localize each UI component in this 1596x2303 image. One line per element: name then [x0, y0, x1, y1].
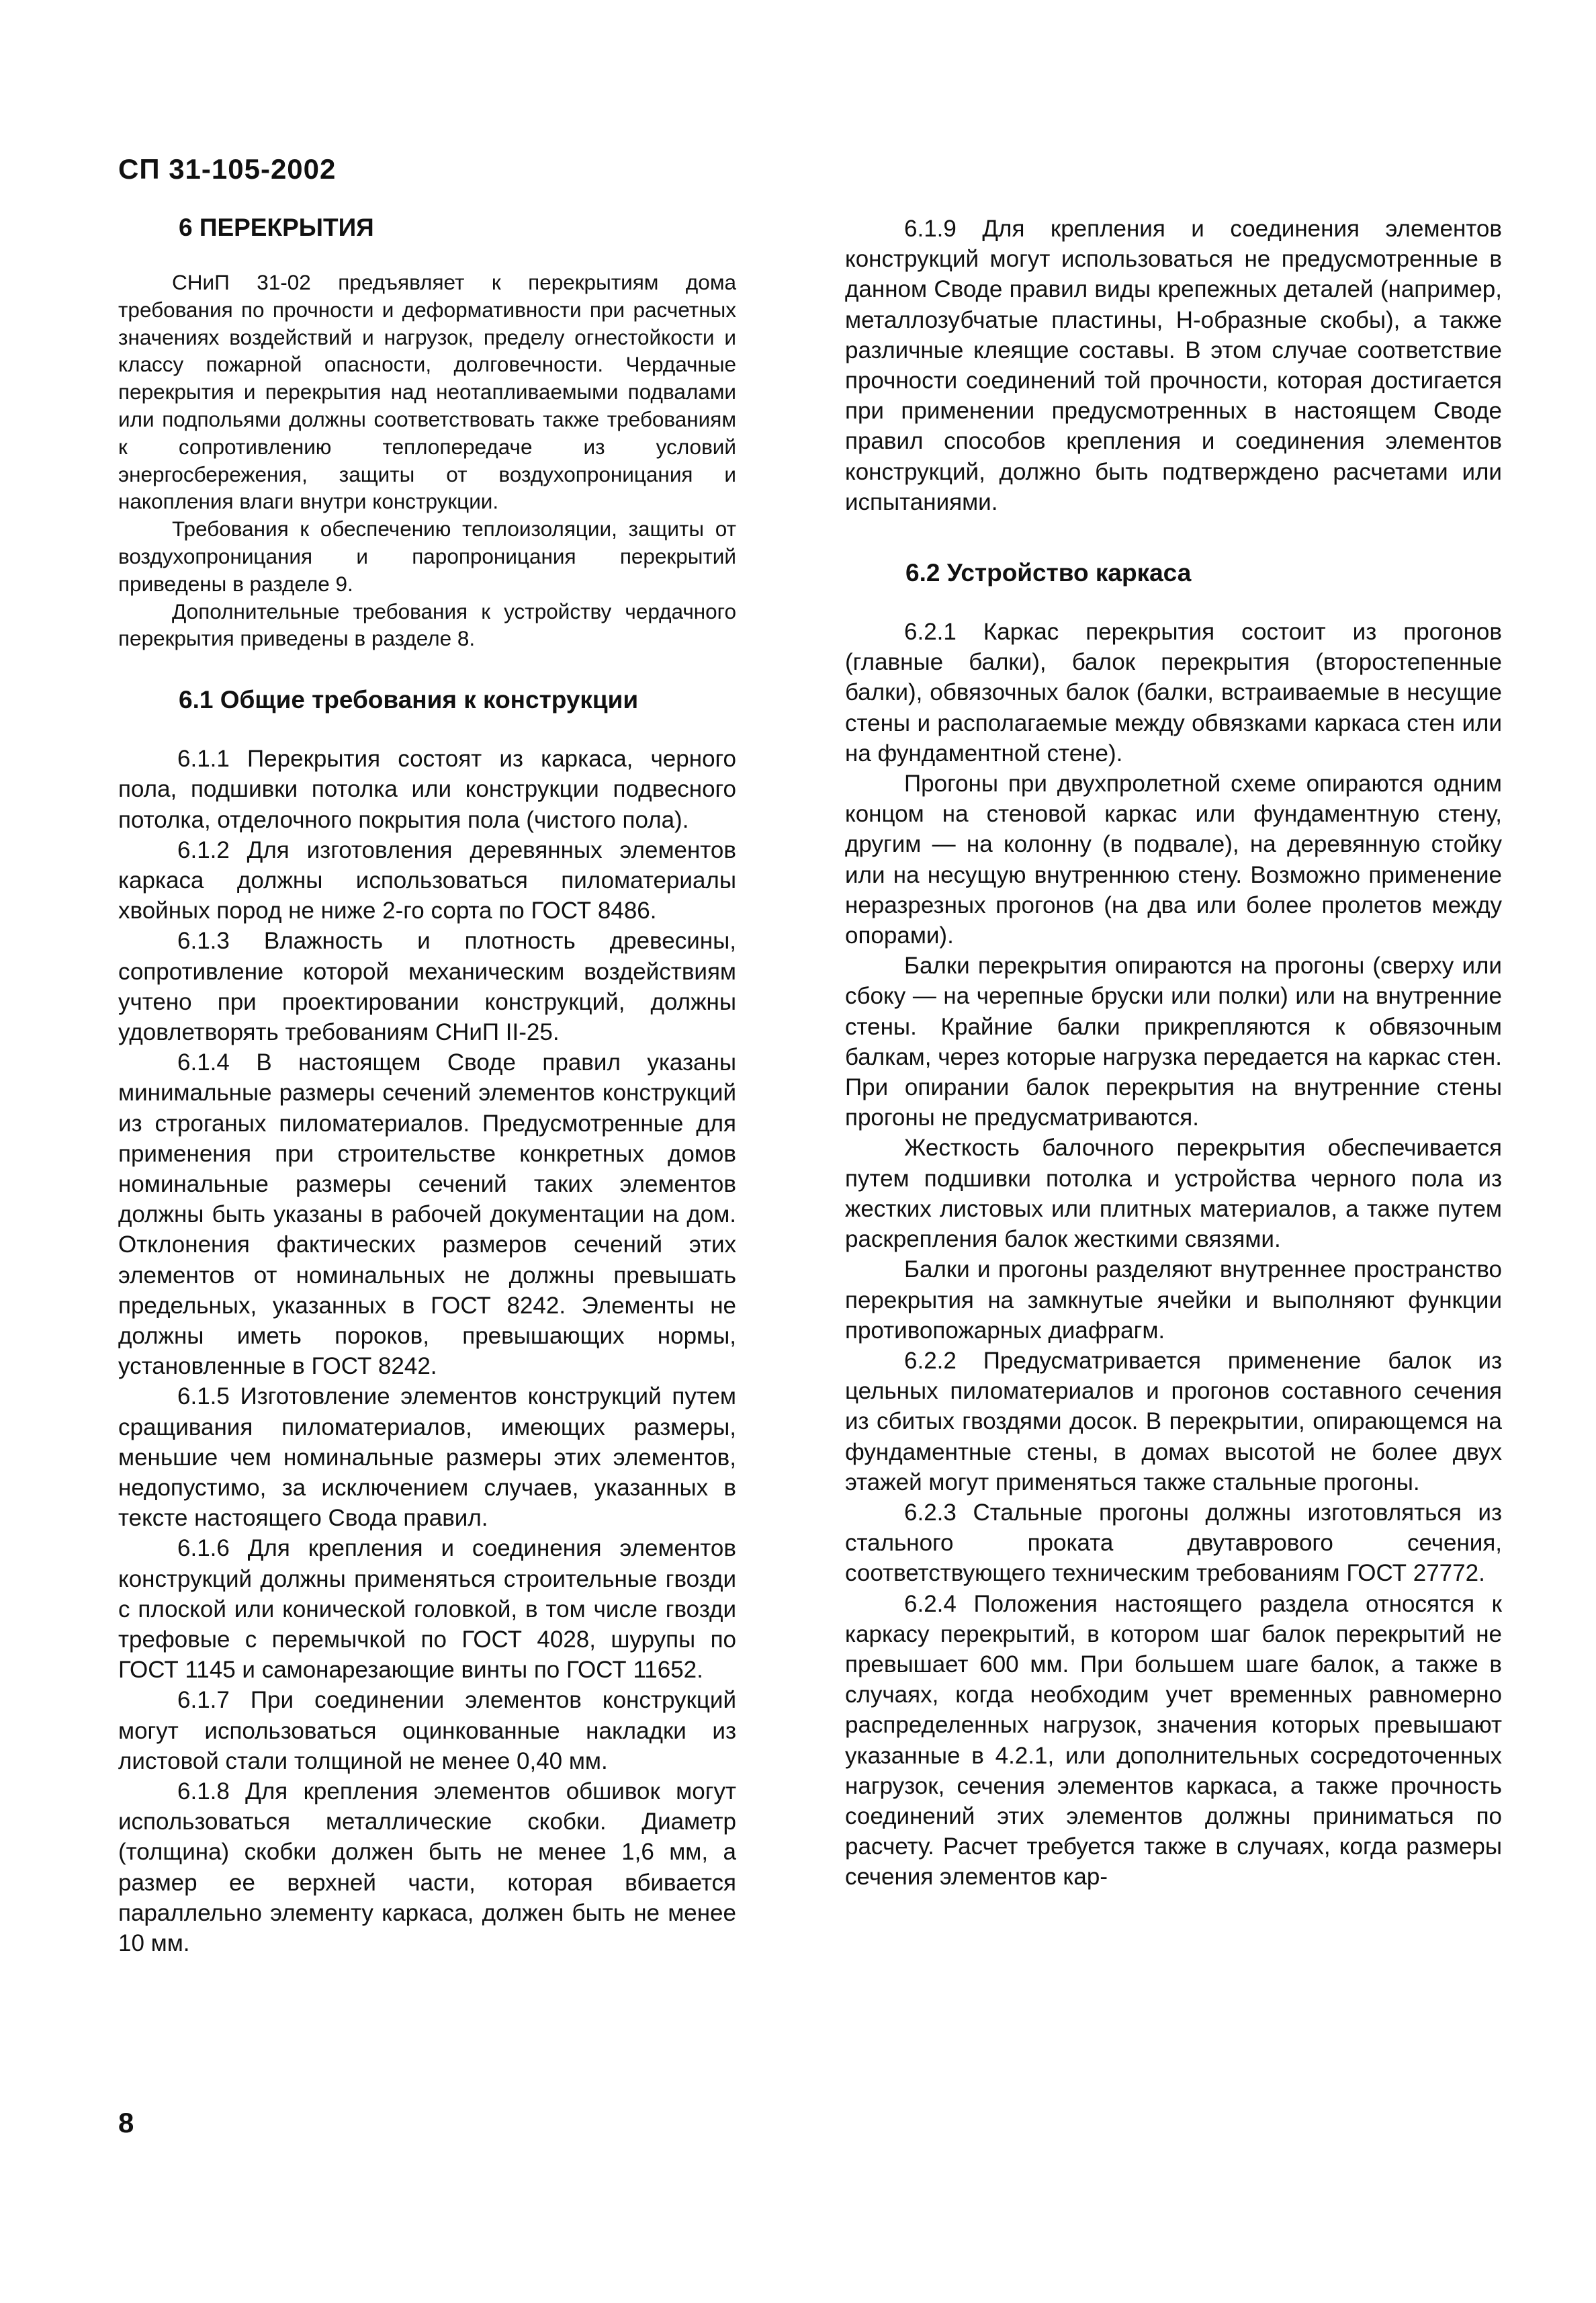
paragraph: 6.1.3 Влажность и плотность древесины, сопротивление которой механическим воздействиям учтено при проектировании конструкций, должны удовлетворять требованиям СНиП II-25. — [118, 928, 736, 1045]
subsection-title-6-1: 6.1 Общие требования к конструкции — [179, 686, 639, 714]
paragraph: Балки и прогоны разделяют внутреннее пространство перекрытия на замкнутые ячейки и выполняют функции противопожарных диафрагм. — [845, 1256, 1502, 1344]
right-column — [845, 214, 1502, 1934]
paragraph: 6.1.4 В настоящем Своде правил указаны минимальные размеры сечений элементов конструкций из строганых пиломатериалов. Предусмотренные для применения при строительстве конкретных домов номинальные размеры сечений таких элементов должны быть указаны в рабочей документации на дом. Отклонения фактических размеров сечений этих элементов от номинальных не должны превышать предельных, указанных в ГОСТ 8242. Элементы не должны иметь пороков, превышающих нормы, установленные в ГОСТ 8242. — [118, 1049, 736, 1380]
paragraph: СНиП 31-02 предъявляет к перекрытиям дома требования по прочности и деформативности при расчетных значениях воздействий и нагрузок, пределу огнестойкости и классу пожарной опасности, долговечности. Чердачные перекрытия и перекрытия над неотапливаемыми подвалами или подпольями должны соответствовать также требованиям к сопротивлению теплопередаче из условий энергосбережения, защиты от воздухопроницания и накопления влаги внутри конструкции. — [118, 270, 736, 514]
subsection-title-6-2: 6.2 Устройство каркаса — [905, 559, 1192, 587]
paragraph: 6.1.6 Для крепления и соединения элементов конструкций должны применяться строительные гвозди с плоской или конической головкой, в том числе гвозди трефовые с перемычкой по ГОСТ 4028, шурупы по ГОСТ 1145 и самонарезающие винты по ГОСТ 11652. — [118, 1535, 736, 1684]
subsection-6-2-body — [845, 617, 1502, 1893]
paragraph: 6.1.7 При соединении элементов конструкций могут использоваться оцинкованные накладки из листовой стали толщиной не менее 0,40 мм. — [118, 1687, 736, 1774]
paragraph: 6.1.1 Перекрытия состоят из каркаса, черного пола, подшивки потолка или конструкции подвесного потолка, отделочного покрытия пола (чистого пола). — [118, 746, 736, 833]
paragraph-6-1-9-block — [845, 214, 1502, 517]
paragraph: 6.2.3 Стальные прогоны должны изготовляться из стального проката двутаврового сечения, соответствующего техническим требованиям ГОСТ 27772. — [845, 1499, 1502, 1587]
paragraph: 6.2.2 Предусматривается применение балок из цельных пиломатериалов и прогонов составного сечения из сбитых гвоздями досок. В перекрытии, опирающемся на фундаментные стены, в домах высотой не более двух этажей могут применяться также стальные прогоны. — [845, 1347, 1502, 1495]
document-code-header: СП 31-105-2002 — [118, 153, 337, 185]
paragraph: Требования к обеспечению теплоизоляции, защиты от воздухопроницания и паропроницания перекрытий приведены в разделе 9. — [118, 517, 736, 596]
section-intro — [118, 269, 736, 652]
section-title: 6 ПЕРЕКРЫТИЯ — [179, 214, 374, 241]
paragraph: 6.2.4 Положения настоящего раздела относятся к каркасу перекрытий, в котором шаг балок перекрытий не превышает 600 мм. При большем шаге балок, а также в случаях, когда необходим учет временных равномерно распределенных нагрузок, значения которых превышают указанные в 4.2.1, или дополнительных сосредоточенных нагрузок, сечения элементов каркаса, а также прочность соединений этих элементов должны приниматься по расчету. Расчет требуется также в случаях, когда размеры сечения элементов кар- — [845, 1590, 1502, 1891]
page-number: 8 — [118, 2107, 134, 2138]
paragraph: 6.1.9 Для крепления и соединения элементов конструкций могут использоваться не предусмотренные в данном Своде правил виды крепежных деталей (например, металлозубчатые пластины, Н-образные скобы), а также различные клеящие составы. В этом случае соответствие прочности соединений той прочности, которая достигается при применении предусмотренных в настоящем Своде правил способов крепления и соединения элементов конструкций, должно быть подтверждено расчетами или испытаниями. — [845, 216, 1502, 515]
paragraph: 6.1.8 Для крепления элементов обшивок могут использоваться металлические скобки. Диаметр (толщина) скобки должен быть не менее 1,6 мм, а размер ее верхней части, которая вбивается параллельно элементу каркаса, должен быть не менее 10 мм. — [118, 1778, 736, 1957]
paragraph: 6.2.1 Каркас перекрытия состоит из прогонов (главные балки), балок перекрытия (второстепенные балки), обвязочных балок (балки, встраиваемые в несущие стены и располагаемые между обвязками каркаса стен или на фундаментной стене). — [845, 619, 1502, 767]
paragraph: Балки перекрытия опираются на прогоны (сверху или сбоку — на черепные бруски или полки) или на внутренние стены. Крайние балки прикрепляются к обвязочным балкам, через которые нагрузка передается на каркас стен. При опирании балок перекрытия на внутренние стены прогоны не предусматриваются. — [845, 953, 1502, 1131]
paragraph: Прогоны при двухпролетной схеме опираются одним концом на стеновой каркас или фундаментную стену, другим — на колонну (в подвале), на деревянную стойку или на несущую внутреннюю стену. Возможно применение неразрезных прогонов (на два или более пролетов между опорами). — [845, 771, 1502, 949]
paragraph: Жесткость балочного перекрытия обеспечивается путем подшивки потолка и устройства черного пола из жестких листовых или плитных материалов, а также путем раскрепления балок жесткими связями. — [845, 1135, 1502, 1253]
paragraph: 6.1.5 Изготовление элементов конструкций путем сращивания пиломатериалов, имеющих размеры, меньшие чем номинальные размеры этих элементов, недопустимо, за исключением случаев, указанных в тексте настоящего Свода правил. — [118, 1383, 736, 1532]
paragraph: 6.1.2 Для изготовления деревянных элементов каркаса должны использоваться пиломатериалы хвойных пород не ниже 2-го сорта по ГОСТ 8486. — [118, 836, 736, 924]
left-column — [118, 214, 736, 2000]
subsection-6-1-body — [118, 744, 736, 1958]
paragraph: Дополнительные требования к устройству чердачного перекрытия приведены в разделе 8. — [118, 599, 736, 651]
